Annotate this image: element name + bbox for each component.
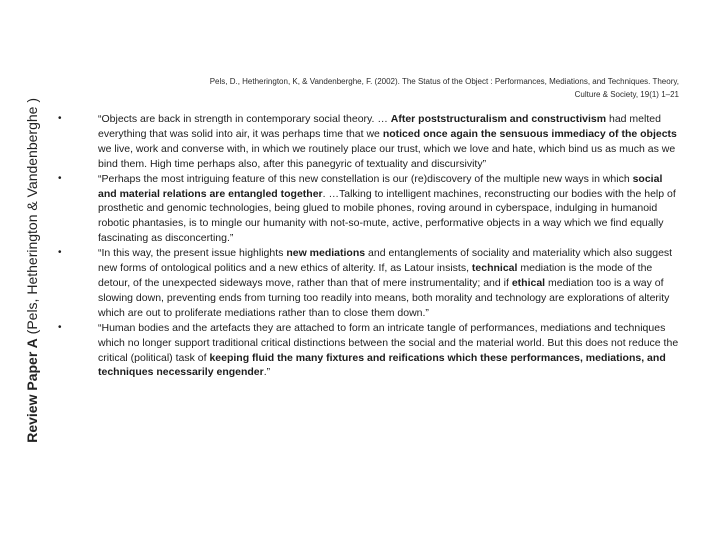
bullet-marker: • (58, 247, 62, 259)
quote-text: “Perhaps the most intriguing feature of this new constellation is our (re)discovery of the multiple new ways in which (98, 172, 633, 185)
bullet-marker: • (58, 172, 62, 184)
quote-text: “Objects are back in strength in contemporary social theory. … (98, 113, 391, 125)
bullet-marker: • (58, 113, 62, 124)
bullet-marker: • (58, 321, 62, 333)
quote-emphasis: ethical (511, 276, 546, 289)
side-title-text (21, 98, 43, 443)
quote-text: and entanglements of sociality and materiality which also suggest new forms of ontological politics and a new ethics of alterity. If, as Latour insists, (98, 247, 673, 275)
quote-item (58, 321, 680, 381)
side-title-bold: Review Paper A (24, 337, 40, 443)
citation-line-1: Pels, D., Hetherington, K, & Vandenberghe, F. (2002). The Status of the Object : Performances, Mediations, and Techniques. Theory, (209, 77, 679, 86)
quote-text: “Human bodies and the artefacts they are attached to form an intricate tangle of performances, mediations and techniques which no longer support traditional critical distinctions between the social and the material world. But this does not reduce the critical (political) task of (98, 321, 679, 364)
quote-text: mediation too is a way of slowing down, preventing ends from turning too readily into means, both morality and technology are explorations of alterity which are out to proliferate mediations rather than to close them down.” (98, 276, 670, 319)
quote-list (58, 112, 680, 380)
citation-line-2: Culture & Society, 19(1) 1–21 (574, 90, 679, 99)
side-title-rest: (Pels, Hetherington & Vandenberghe ) (24, 97, 40, 338)
quote-text: “In this way, the present issue highlights (98, 247, 287, 260)
quote-item (58, 172, 680, 247)
quote-item (58, 112, 680, 172)
quote-emphasis: keeping fluid the many fixtures and reifications which these performances, mediations, and techniques necessarily engender (98, 351, 666, 379)
quote-text: we live, work and converse with, in which we routinely place our trust, which we love and hate, which bind us as much as we bind them. High time perhaps also, after this panegyric of textuality and discursivity” (98, 142, 676, 170)
side-title (21, 10, 43, 530)
quote-emphasis: noticed once again the sensuous immediacy of the objects (382, 127, 677, 140)
quote-emphasis: new mediations (286, 247, 366, 260)
quote-text: .” (263, 366, 271, 379)
quote-emphasis: After poststructuralism and constructivism (390, 113, 607, 125)
quote-text: mediation is the mode of the detour, of the unexpected sideways move, rather than that of mere instrumentality; and if (98, 262, 653, 289)
citation (119, 75, 679, 101)
quote-text: had melted everything that was solid into air, it was perhaps time that we (98, 113, 661, 140)
quote-emphasis: technical (471, 262, 518, 275)
quote-text: . …Talking to intelligent machines, reconstructing our bodies with the help of prosthetic and genomic technologies, being glued to mobile phones, roving around in cyberspace, indulging in humanoid robotic phantasies, is to mingle our humanity with not-so-mute, active, performative objects in a way which we find equally fascinating as disconcerting.” (98, 187, 676, 245)
quote-emphasis: social and material relations are entangled together (98, 172, 663, 200)
quote-item (58, 246, 680, 321)
